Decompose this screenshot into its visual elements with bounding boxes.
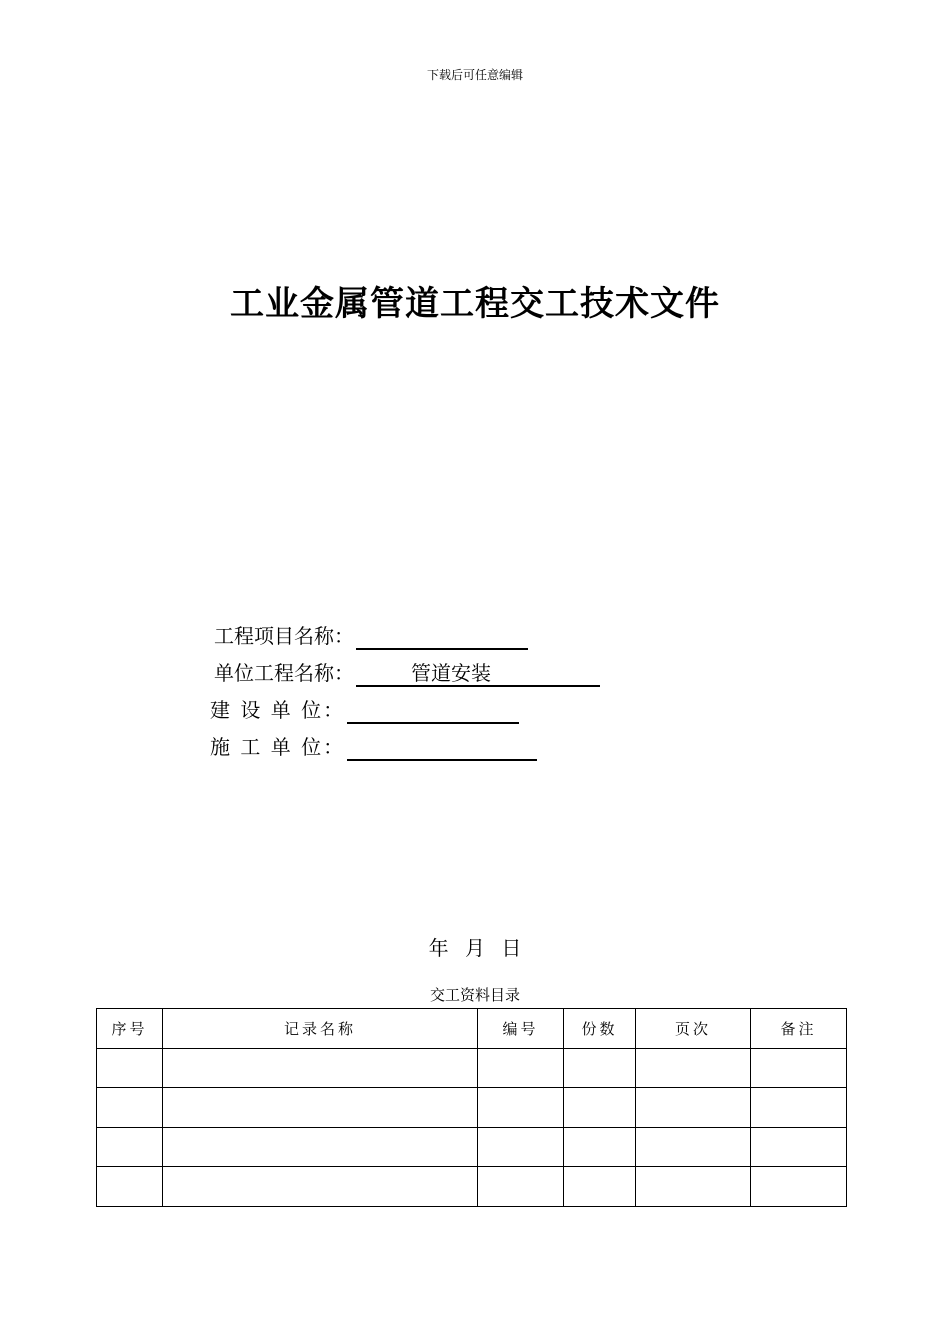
col-header-copies: 份数 xyxy=(564,1009,636,1049)
table-row xyxy=(97,1167,847,1207)
table-cell[interactable] xyxy=(478,1088,564,1128)
col-header-code: 编号 xyxy=(478,1009,564,1049)
document-title: 工业金属管道工程交工技术文件 xyxy=(230,284,720,324)
table-cell[interactable] xyxy=(163,1127,478,1167)
table-cell[interactable] xyxy=(163,1048,478,1088)
table-cell[interactable] xyxy=(97,1127,163,1167)
table-cell[interactable] xyxy=(97,1167,163,1207)
table-cell[interactable] xyxy=(636,1048,751,1088)
field-label: 施 工 单 位： xyxy=(210,735,346,759)
table-cell[interactable] xyxy=(564,1127,636,1167)
field-unit-project-name xyxy=(214,659,600,687)
table-cell[interactable] xyxy=(478,1167,564,1207)
project-name-value[interactable] xyxy=(356,622,528,650)
table-cell[interactable] xyxy=(163,1167,478,1207)
table-row xyxy=(97,1048,847,1088)
table-cell[interactable] xyxy=(751,1167,847,1207)
construction-owner-value[interactable] xyxy=(347,696,519,724)
col-header-record-name: 记录名称 xyxy=(163,1009,478,1049)
table-cell[interactable] xyxy=(751,1088,847,1128)
table-cell[interactable] xyxy=(564,1048,636,1088)
table-cell[interactable] xyxy=(564,1167,636,1207)
table-cell[interactable] xyxy=(478,1048,564,1088)
table-cell[interactable] xyxy=(636,1127,751,1167)
col-header-pages: 页次 xyxy=(636,1009,751,1049)
table-cell[interactable] xyxy=(163,1088,478,1128)
col-header-remarks: 备注 xyxy=(751,1009,847,1049)
col-header-seq: 序号 xyxy=(97,1009,163,1049)
table-row xyxy=(97,1127,847,1167)
field-construction-owner xyxy=(210,696,519,724)
field-label: 单位工程名称： xyxy=(214,661,354,685)
table-row xyxy=(97,1088,847,1128)
table-cell[interactable] xyxy=(751,1048,847,1088)
table-cell[interactable] xyxy=(636,1167,751,1207)
table-header-row xyxy=(97,1009,847,1049)
field-project-name xyxy=(214,622,528,650)
table-caption: 交工资料目录 xyxy=(429,986,520,1004)
field-label: 工程项目名称： xyxy=(214,624,354,648)
toc-table xyxy=(96,1008,847,1207)
table-cell[interactable] xyxy=(636,1088,751,1128)
table-cell[interactable] xyxy=(564,1088,636,1128)
table-cell[interactable] xyxy=(751,1127,847,1167)
header-note: 下载后可任意编辑 xyxy=(426,68,523,82)
field-label: 建 设 单 位： xyxy=(210,698,346,722)
table-cell[interactable] xyxy=(97,1088,163,1128)
contractor-value[interactable] xyxy=(347,733,537,761)
date-line: 年 月 日 xyxy=(428,936,522,960)
field-contractor xyxy=(210,733,537,761)
unit-project-name-value[interactable]: 管道安装 xyxy=(356,659,600,687)
table-cell[interactable] xyxy=(478,1127,564,1167)
table-cell[interactable] xyxy=(97,1048,163,1088)
